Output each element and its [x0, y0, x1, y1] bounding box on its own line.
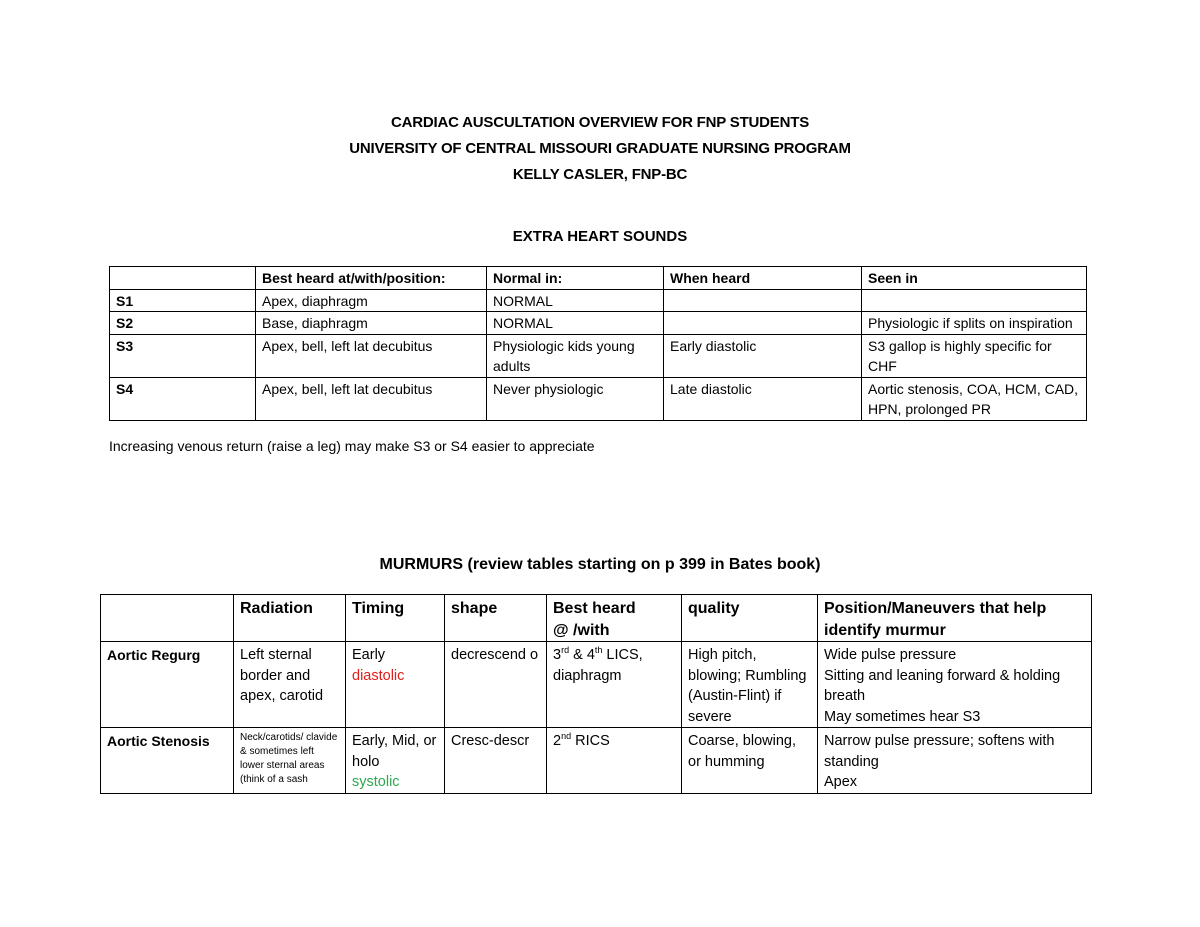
- extra-heart-sounds-title: EXTRA HEART SOUNDS: [512, 228, 688, 245]
- header-cell-seen-in: Seen in: [862, 267, 1087, 290]
- murmurs-title: MURMURS (review tables starting on p 399 in Bates book): [379, 556, 821, 573]
- cell-best-heard: Apex, bell, left lat decubitus: [256, 334, 487, 377]
- cell-position: [818, 642, 1092, 728]
- row-label-s4: S4: [110, 377, 256, 420]
- cell-normal-in: Physiologic kids young adults: [487, 334, 664, 377]
- table-row: [110, 289, 1087, 312]
- row-label-aortic-regurg: Aortic Regurg: [101, 642, 234, 728]
- table-header-row: [110, 267, 1087, 290]
- doc-institution: UNIVERSITY OF CENTRAL MISSOURI GRADUATE NURSING PROGRAM: [349, 140, 851, 157]
- timing-text: Early: [352, 647, 386, 663]
- venous-return-note: Increasing venous return (raise a leg) may make S3 or S4 easier to appreciate: [109, 438, 595, 454]
- cell-radiation: Left sternal border and apex, carotid: [234, 642, 346, 728]
- cell-when-heard: [664, 312, 862, 335]
- row-label-aortic-stenosis: Aortic Stenosis: [101, 728, 234, 794]
- cell-best-heard: Apex, diaphragm: [256, 289, 487, 312]
- row-label-s1: S1: [110, 289, 256, 312]
- position-line: Narrow pulse pressure; softens with standing: [824, 733, 1055, 770]
- doc-author: KELLY CASLER, FNP-BC: [512, 166, 688, 183]
- radiation-text: Neck/carotids/ clavide & sometimes left lower sternal areas (think of a sash: [240, 732, 338, 785]
- cell-seen-in: S3 gallop is highly specific for CHF: [862, 334, 1087, 377]
- header-cell-blank: [110, 267, 256, 290]
- cell-when-heard: Early diastolic: [664, 334, 862, 377]
- cell-when-heard: Late diastolic: [664, 377, 862, 420]
- cell-shape: decrescend o: [445, 642, 547, 728]
- table-row: [101, 642, 1092, 728]
- timing-text: Early, Mid, or holo: [352, 733, 437, 770]
- cell-shape: Cresc-descr: [445, 728, 547, 794]
- murmurs-table: [100, 594, 1092, 794]
- cell-radiation: [234, 728, 346, 794]
- cell-best-heard: [547, 642, 682, 728]
- table-row: [110, 334, 1087, 377]
- row-label-s3: S3: [110, 334, 256, 377]
- position-line: Wide pulse pressure: [824, 647, 957, 663]
- header-cell-quality: quality: [682, 595, 818, 642]
- header-cell-timing: Timing: [346, 595, 445, 642]
- header-cell-position: Position/Maneuvers that help identify murmur: [818, 595, 1092, 642]
- cell-seen-in: Physiologic if splits on inspiration: [862, 312, 1087, 335]
- extra-heart-sounds-table: [109, 266, 1087, 421]
- row-label-s2: S2: [110, 312, 256, 335]
- cell-normal-in: NORMAL: [487, 289, 664, 312]
- cell-quality: High pitch, blowing; Rumbling (Austin-Flint) if severe: [682, 642, 818, 728]
- header-cell-radiation: Radiation: [234, 595, 346, 642]
- timing-diastolic: diastolic: [352, 667, 405, 684]
- cell-best-heard: [547, 728, 682, 794]
- header-cell-when-heard: When heard: [664, 267, 862, 290]
- position-line: Sitting and leaning forward & holding breath: [824, 667, 1061, 704]
- header-cell-best-heard: [547, 595, 682, 642]
- header-cell-blank: [101, 595, 234, 642]
- best-heard-rest: LICS, diaphragm: [553, 647, 643, 684]
- doc-title: CARDIAC AUSCULTATION OVERVIEW FOR FNP STUDENTS: [390, 114, 810, 131]
- cell-normal-in: Never physiologic: [487, 377, 664, 420]
- best-heard-rest: RICS: [571, 733, 610, 749]
- position-line: Apex: [824, 774, 858, 790]
- document-header: [0, 110, 1200, 188]
- best-heard-sup-1: nd: [561, 731, 572, 742]
- timing-systolic: systolic: [352, 774, 400, 790]
- table-row: [110, 312, 1087, 335]
- best-heard-line-1: Best heard: [553, 600, 636, 617]
- cell-timing: [346, 728, 445, 794]
- table-header-row: [101, 595, 1092, 642]
- cell-timing: [346, 642, 445, 728]
- cell-when-heard: [664, 289, 862, 312]
- cell-quality: Coarse, blowing, or humming: [682, 728, 818, 794]
- best-heard-sup-2: th: [594, 645, 603, 656]
- best-heard-sup-1: rd: [561, 645, 570, 656]
- table-row: [101, 728, 1092, 794]
- cell-seen-in: [862, 289, 1087, 312]
- header-cell-best-heard: Best heard at/with/position:: [256, 267, 487, 290]
- best-heard-num-1: 3: [553, 647, 562, 663]
- cell-seen-in: Aortic stenosis, COA, HCM, CAD, HPN, prolonged PR: [862, 377, 1087, 420]
- table-row: [110, 377, 1087, 420]
- header-cell-shape: shape: [445, 595, 547, 642]
- best-heard-num-2: & 4: [569, 647, 595, 663]
- cell-best-heard: Apex, bell, left lat decubitus: [256, 377, 487, 420]
- cell-position: [818, 728, 1092, 794]
- header-cell-normal-in: Normal in:: [487, 267, 664, 290]
- cell-normal-in: NORMAL: [487, 312, 664, 335]
- position-line: May sometimes hear S3: [824, 708, 981, 725]
- best-heard-line-2: @ /with: [553, 621, 610, 639]
- best-heard-num-1: 2: [553, 733, 562, 749]
- cell-best-heard: Base, diaphragm: [256, 312, 487, 335]
